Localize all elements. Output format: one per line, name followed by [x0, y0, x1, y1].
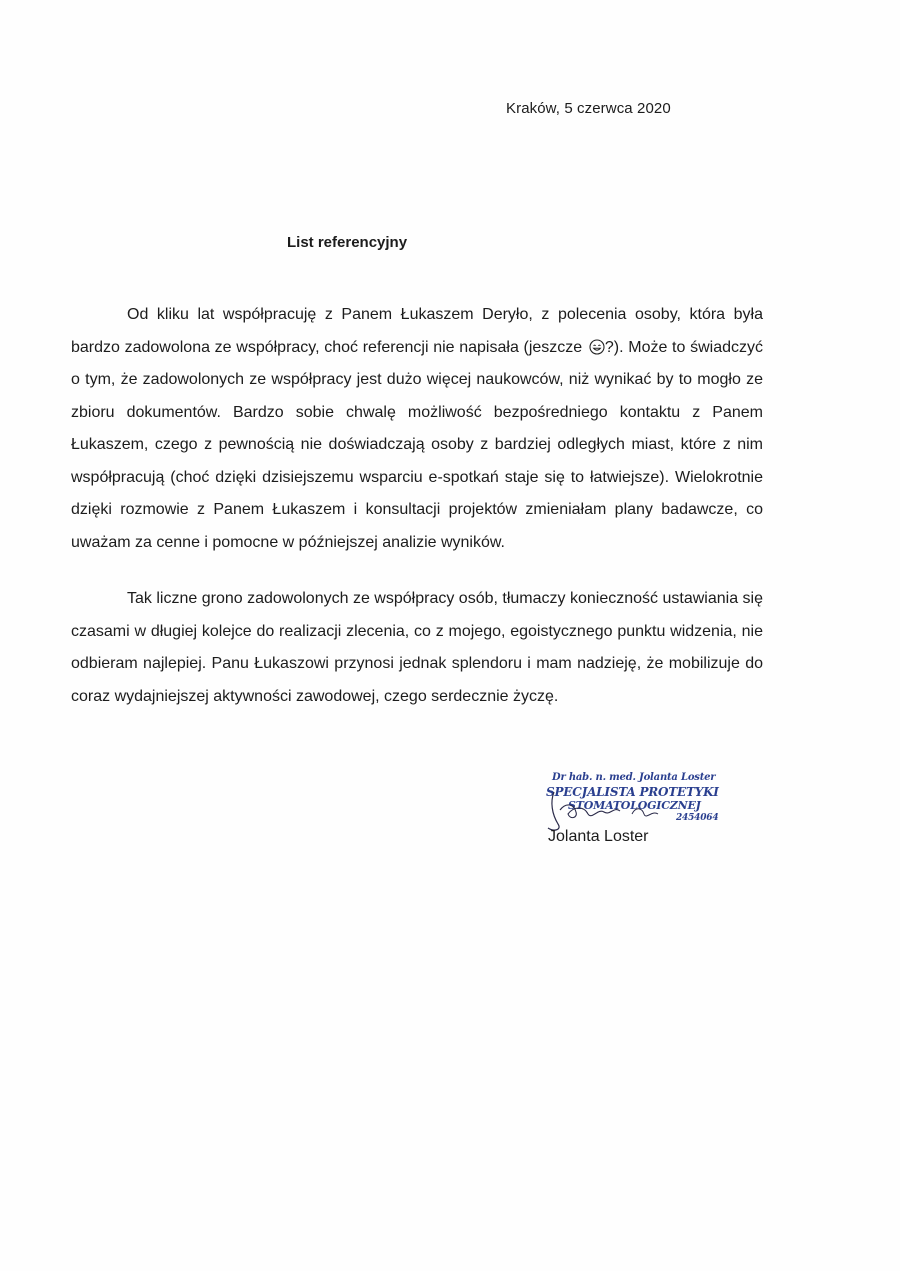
letter-title: List referencyjny — [287, 234, 408, 251]
paragraph-1-part-1: Od kliku lat współpracuję z Panem Łukaszem Deryło, z polecenia osoby, która była bardzo zadowolona ze współpracy, choć referencji nie napisała (jeszcze — [71, 306, 763, 356]
stamp-specialty-line: SPECJALISTA PROTETYKI — [546, 785, 719, 799]
paragraph-1 — [71, 299, 763, 559]
signer-name: Jolanta Loster — [548, 828, 649, 845]
stamp-specialty-line-2: STOMATOLOGICZNEJ — [568, 799, 701, 812]
stamp-number-line: 2454064 — [676, 813, 719, 823]
smiley-face-icon — [589, 339, 605, 355]
handwritten-signature — [540, 784, 710, 834]
paragraph-2: Tak liczne grono zadowolonych ze współpracy osób, tłumaczy konieczność ustawiania się czasami w długiej kolejce do realizacji zlecenia, co z mojego, egoistycznego punktu widzenia, nie odbieram najlepiej. Panu Łukaszowi przynosi jednak splendoru i mam nadzieję, że mobilizuje do coraz wydajniejszej aktywności zawodowej, czego serdecznie życzę. — [71, 590, 763, 705]
stamp-name-line: Dr hab. n. med. Jolanta Loster — [552, 772, 716, 783]
date-line: Kraków, 5 czerwca 2020 — [506, 100, 671, 117]
paragraph-1-part-2: ?). Może to świadczyć o tym, że zadowolonych ze współpracy jest dużo więcej naukowców, niż wynikać by to mogło ze zbioru dokumentów. Bardzo sobie chwalę możliwość bezpośredniego kontaktu z Panem Łukaszem, czego z pewnością nie doświadczają osoby z bardziej odległych miast, które z nim współpracują (choć dzięki dzisiejszemu wsparciu e-spotkań staje się to łatwiejsze). Wielokrotnie dzięki rozmowie z Panem Łukaszem i konsultacji projektów zmieniałam plany badawcze, co uważam za cenne i pomocne w późniejszej analizie wyników. — [71, 338, 763, 551]
